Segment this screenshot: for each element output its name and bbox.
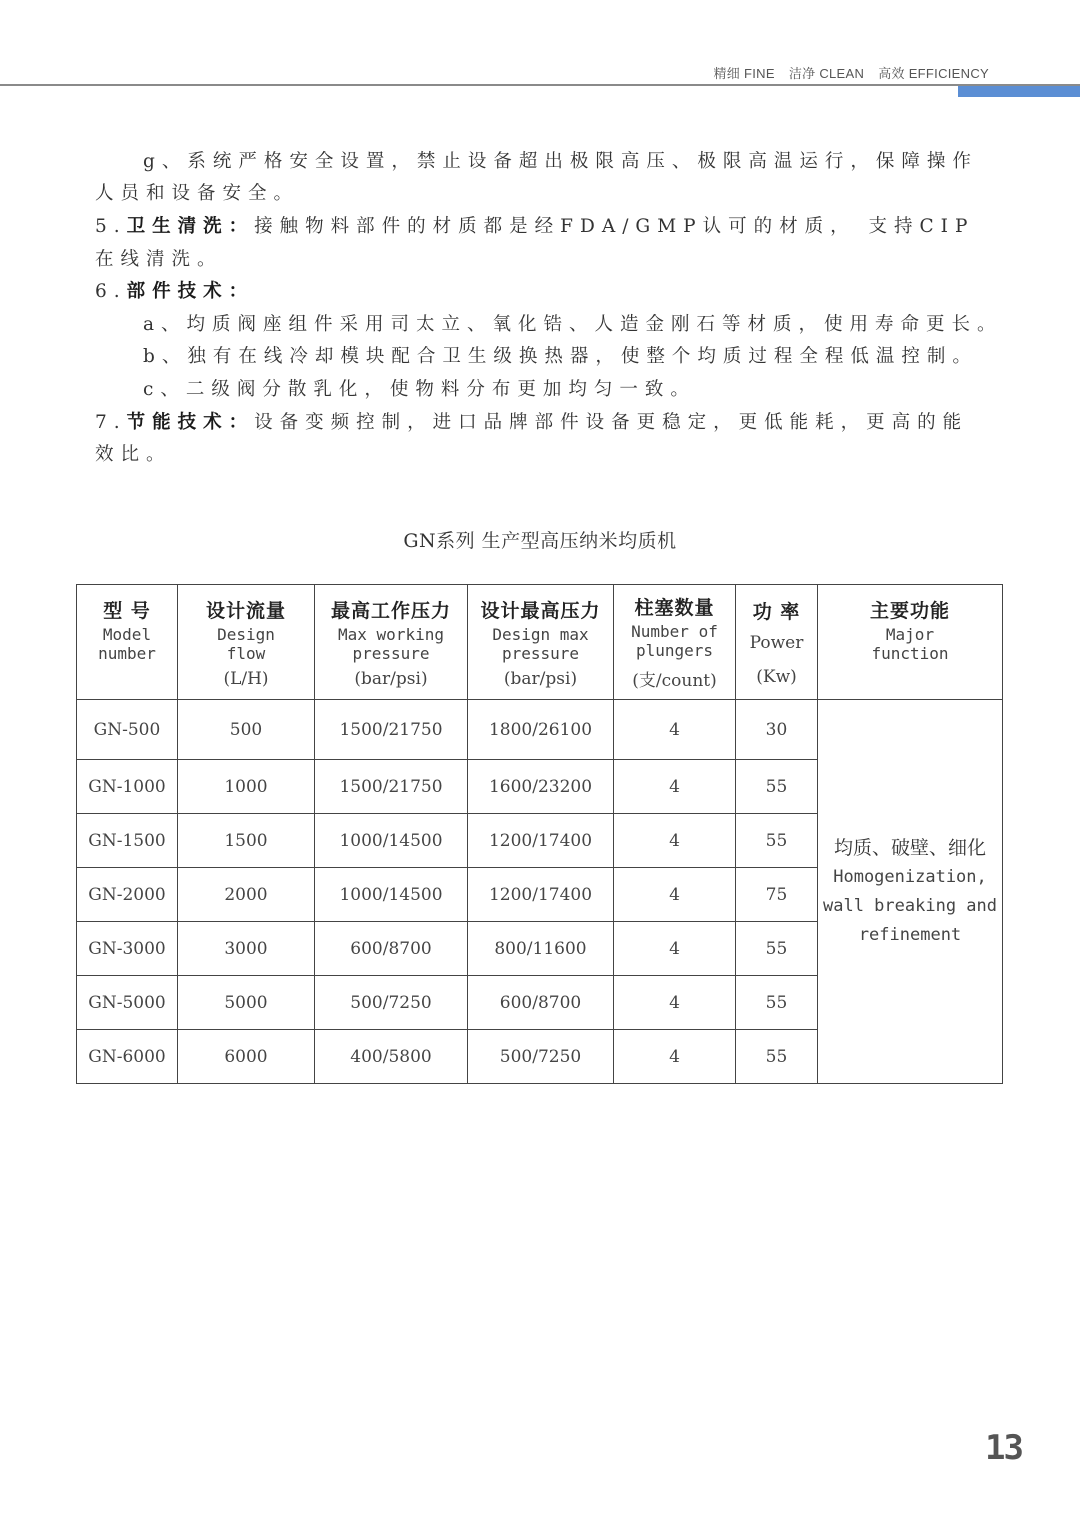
header-function <box>818 585 1003 700</box>
cell-design-max: 1200/17400 <box>468 868 614 922</box>
header-max-working-cn: 最高工作压力 <box>330 599 451 622</box>
cell-plungers: 4 <box>614 1030 736 1084</box>
item-6a: a、均质阀座组件采用司太立、氧化锆、人造金刚石等材质，使用寿命更长。 <box>143 314 1003 335</box>
section-5-number: 5. <box>95 216 127 237</box>
header-accent-bar <box>958 86 1080 97</box>
section-5-title: 卫生清洗： <box>126 216 255 237</box>
cell-flow: 3000 <box>178 922 315 976</box>
header-power <box>736 585 818 700</box>
cell-model: GN-2000 <box>77 868 178 922</box>
cell-plungers: 4 <box>614 814 736 868</box>
header-flow-en2: flow <box>226 643 266 663</box>
cell-design-max: 600/8700 <box>468 976 614 1030</box>
header-tagline <box>714 63 990 82</box>
header-max-working-en1: Max working <box>338 624 444 644</box>
cell-power: 55 <box>736 922 818 976</box>
cell-function <box>818 700 1003 1084</box>
header-flow-unit: (L/H) <box>223 668 269 689</box>
section-6-number: 6. <box>95 281 127 302</box>
cell-design-max: 800/11600 <box>468 922 614 976</box>
section-5-text: 接触物料部件的材质都是经FDA/GMP认可的材质， 支持CIP <box>254 216 975 237</box>
header-model-en1: Model <box>102 624 152 644</box>
header-flow-en1: Design <box>217 624 275 644</box>
header-function-en2: function <box>871 643 949 663</box>
header-plungers <box>614 585 736 700</box>
header-plungers-en1: Number of <box>631 622 718 641</box>
header-design-max-en1: Design max <box>492 624 589 644</box>
cell-flow: 6000 <box>178 1030 315 1084</box>
section-5-line1 <box>95 211 975 244</box>
header-tag-fine: 精细 FINE <box>713 66 775 81</box>
section-7-text: 设备变频控制，进口品牌部件设备更稳定，更低能耗，更高的能 <box>254 412 969 433</box>
cell-design-max: 1200/17400 <box>468 814 614 868</box>
cell-plungers: 4 <box>614 700 736 760</box>
cell-design-max: 500/7250 <box>468 1030 614 1084</box>
header-max-working-unit: (bar/psi) <box>354 668 428 689</box>
cell-flow: 500 <box>178 700 315 760</box>
section-6-heading <box>95 276 965 309</box>
cell-plungers: 4 <box>614 868 736 922</box>
cell-model: GN-500 <box>77 700 178 760</box>
cell-max-working: 1000/14500 <box>315 814 468 868</box>
header-design-max-unit: (bar/psi) <box>503 668 578 689</box>
header-tag-clean: 洁净 CLEAN <box>788 66 865 81</box>
header-plungers-cn: 柱塞数量 <box>634 597 715 619</box>
header-design-max-en2: pressure <box>501 643 580 663</box>
header-plungers-unit: (支/count) <box>632 671 717 691</box>
cell-plungers: 4 <box>614 760 736 814</box>
section-6-title: 部件技术： <box>126 281 255 302</box>
cell-flow: 1000 <box>178 760 315 814</box>
section-7-title: 节能技术： <box>126 412 255 433</box>
header-power-cn: 功 率 <box>752 601 801 623</box>
cell-power: 55 <box>736 1030 818 1084</box>
page-number: 13 <box>985 1428 1022 1468</box>
header-function-en1: Major <box>885 624 935 644</box>
header-power-unit: (Kw) <box>756 667 797 687</box>
table-title: GN系列 生产型高压纳米均质机 <box>403 530 677 552</box>
header-plungers-en2: plungers <box>635 641 714 660</box>
header-model <box>77 585 178 700</box>
header-model-unit <box>79 669 175 689</box>
function-en3: refinement <box>858 924 962 945</box>
item-g-line2: 人员和设备安全。 <box>95 183 300 204</box>
section-7-line2: 效比。 <box>95 444 172 465</box>
cell-max-working: 1000/14500 <box>315 868 468 922</box>
function-en1: Homogenization, <box>833 866 987 887</box>
header-design-max <box>468 585 614 700</box>
section-7-number: 7. <box>95 412 127 433</box>
cell-flow: 2000 <box>178 868 315 922</box>
section-7-line1 <box>95 407 969 440</box>
cell-max-working: 500/7250 <box>315 976 468 1030</box>
cell-plungers: 4 <box>614 976 736 1030</box>
cell-power: 75 <box>736 868 818 922</box>
header-function-unit <box>820 669 1000 689</box>
header-flow-cn: 设计流量 <box>205 599 286 622</box>
item-6b: b、独有在线冷却模块配合卫生级换热器，使整个均质过程全程低温控制。 <box>143 346 978 367</box>
cell-design-max: 1800/26100 <box>468 700 614 760</box>
cell-max-working: 1500/21750 <box>315 700 468 760</box>
cell-model: GN-3000 <box>77 922 178 976</box>
header-model-cn: 型 号 <box>103 599 151 622</box>
cell-flow: 5000 <box>178 976 315 1030</box>
header-tag-efficiency: 高效 EFFICIENCY <box>878 66 989 81</box>
function-cn: 均质、破壁、细化 <box>833 836 986 859</box>
cell-max-working: 1500/21750 <box>315 760 468 814</box>
header-divider <box>0 84 1080 86</box>
header-flow <box>178 585 315 700</box>
section-5-line2: 在线清洗。 <box>95 249 223 270</box>
cell-flow: 1500 <box>178 814 315 868</box>
cell-max-working: 400/5800 <box>315 1030 468 1084</box>
header-design-max-cn: 设计最高压力 <box>480 599 601 622</box>
cell-power: 55 <box>736 814 818 868</box>
header-max-working <box>315 585 468 700</box>
cell-design-max: 1600/23200 <box>468 760 614 814</box>
cell-power: 55 <box>736 976 818 1030</box>
header-max-working-en2: pressure <box>352 643 430 663</box>
item-g-line1: g、系统严格安全设置，禁止设备超出极限高压、极限高温运行，保障操作 <box>143 151 978 172</box>
header-function-cn: 主要功能 <box>869 599 950 622</box>
table-row <box>77 700 1003 760</box>
header-model-en2: number <box>98 643 156 663</box>
cell-max-working: 600/8700 <box>315 922 468 976</box>
header-power-en1: Power <box>749 633 804 653</box>
function-en2: wall breaking and <box>823 895 997 916</box>
cell-model: GN-1000 <box>77 760 178 814</box>
item-6c: c、二级阀分散乳化，使物料分布更加均匀一致。 <box>143 379 696 400</box>
cell-model: GN-5000 <box>77 976 178 1030</box>
cell-model: GN-1500 <box>77 814 178 868</box>
spec-table <box>76 584 1003 1084</box>
cell-plungers: 4 <box>614 922 736 976</box>
cell-model: GN-6000 <box>77 1030 178 1084</box>
cell-power: 30 <box>736 700 818 760</box>
cell-power: 55 <box>736 760 818 814</box>
table-header-row <box>77 585 1003 700</box>
